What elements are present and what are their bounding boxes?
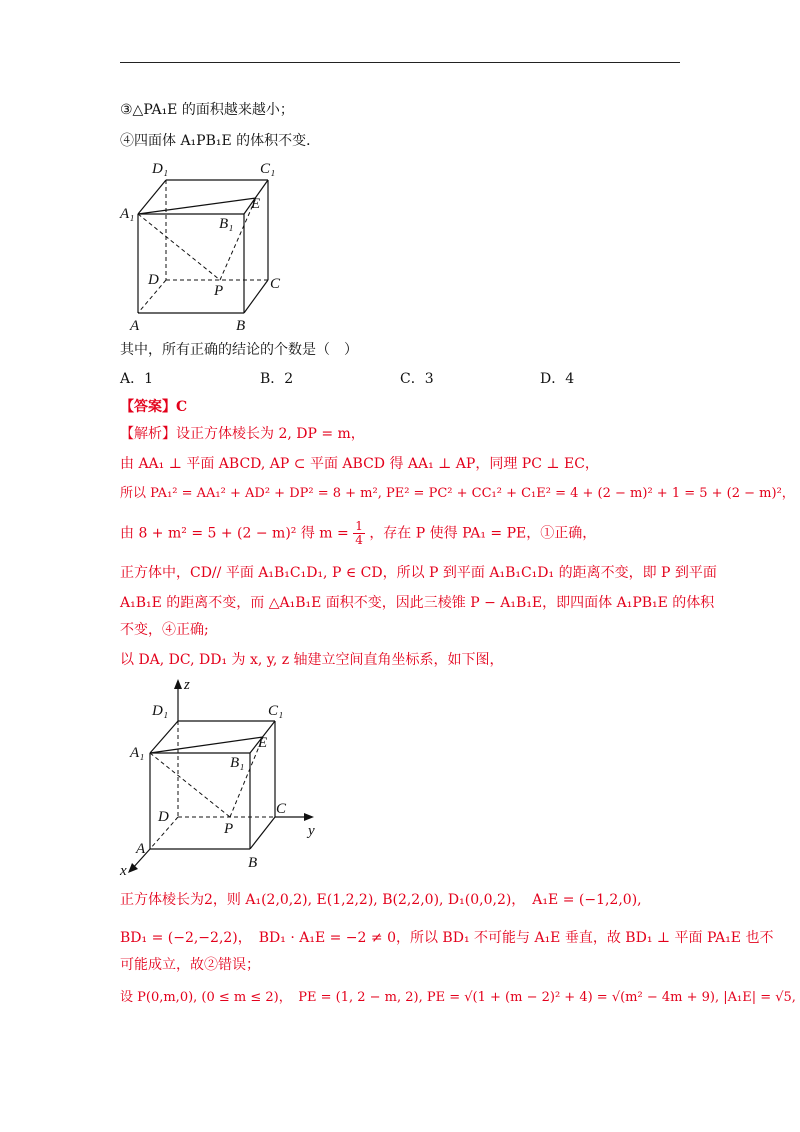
analysis-line-8: 以 DA, DC, DD₁ 为 x, y, z 轴建立空间直角坐标系，如下图， [120, 652, 504, 668]
question-text: 其中，所有正确的结论的个数是（ ） [120, 342, 358, 358]
fig1-label-A1: A₁ [120, 206, 135, 222]
fraction-denominator: 4 [355, 533, 363, 547]
analysis-line-4 [120, 520, 596, 547]
fig2-label-A1: A₁ [130, 745, 145, 761]
statement-4: ④四面体 A₁PB₁E 的体积不变． [120, 133, 321, 149]
fig1-label-A: A [130, 318, 140, 334]
fraction-one-quarter [353, 520, 365, 547]
fig2-label-y: y [308, 823, 315, 839]
fig1-label-E: E [251, 196, 261, 212]
fig2-label-x: x [120, 863, 127, 879]
fig2-label-D1: D₁ [152, 703, 169, 719]
fig2-label-C: C [276, 801, 287, 817]
header-rule [120, 62, 680, 63]
fig1-label-C: C [270, 276, 281, 292]
fig2-label-B: B [248, 855, 258, 871]
fig2-label-z: z [184, 677, 190, 693]
fig1-label-B1: B₁ [219, 216, 234, 232]
option-b: B．2 [260, 371, 294, 387]
fig1-label-B: B [236, 318, 246, 334]
analysis-line-2: 由 AA₁ ⊥ 平面 ABCD, AP ⊂ 平面 ABCD 得 AA₁ ⊥ AP，同理 PC ⊥ EC， [120, 456, 599, 472]
cube-figure-2 [120, 675, 330, 885]
y-axis-arrow-icon [304, 813, 314, 821]
analysis-line-12: 设 P(0,m,0), (0 ≤ m ≤ 2)， PE = (1, 2 − m, 2), PE = √(1 + (m − 2)² + 4) = √(m² − 4m + 9), |A₁E| = √5, [120, 990, 796, 1005]
fig2-label-B1: B₁ [230, 755, 245, 771]
fraction-numerator: 1 [355, 519, 363, 533]
analysis-line-7: 不变，④正确; [120, 622, 209, 638]
option-c: C．3 [400, 371, 434, 387]
analysis-line-4b: ，存在 P 使得 PA₁ = PE，①正确， [369, 525, 597, 542]
cube-figure-1 [120, 158, 290, 338]
fig1-label-D: D [148, 272, 159, 288]
fig1-label-C1: C₁ [260, 161, 276, 177]
analysis-line-4a: 由 8 + m² = 5 + (2 − m)² 得 m = [120, 525, 349, 542]
statement-3: ③△PA₁E 的面积越来越小； [120, 102, 294, 118]
option-a: A．1 [120, 371, 154, 387]
analysis-line-6: A₁B₁E 的距离不变，而 △A₁B₁E 面积不变，因此三棱锥 P − A₁B₁E，即四面体 A₁PB₁E 的体积 [120, 595, 715, 611]
fig2-label-C1: C₁ [268, 703, 284, 719]
fig2-label-A: A [136, 841, 146, 857]
analysis-line-3: 所以 PA₁² = AA₁² + AD² + DP² = 8 + m², PE² = PC² + CC₁² + C₁E² = 4 + (2 − m)² + 1 = 5 + (2 − m)²， [120, 486, 795, 501]
analysis-line-9: 正方体棱长为2，则 A₁(2,0,2), E(1,2,2), B(2,2,0), D₁(0,0,2)， A₁E = (−1,2,0), [120, 892, 642, 908]
fig1-label-P: P [214, 283, 224, 299]
fig1-label-D1: D₁ [152, 161, 169, 177]
z-axis-arrow-icon [174, 679, 182, 689]
analysis-line-11: 可能成立，故②错误； [120, 957, 260, 973]
answer-label: 【答案】C [120, 399, 188, 415]
analysis-line-5: 正方体中，CD// 平面 A₁B₁C₁D₁, P ∈ CD，所以 P 到平面 A₁B₁C₁D₁ 的距离不变，即 P 到平面 [120, 565, 717, 581]
fig2-label-P: P [224, 821, 234, 837]
option-d: D．4 [540, 371, 575, 387]
fig2-label-D: D [158, 809, 169, 825]
fig2-label-E: E [258, 735, 268, 751]
analysis-line-1: 【解析】设正方体棱长为 2, DP = m， [120, 426, 365, 442]
analysis-line-10: BD₁ = (−2,−2,2)， BD₁ · A₁E = −2 ≠ 0，所以 BD₁ 不可能与 A₁E 垂直，故 BD₁ ⊥ 平面 PA₁E 也不 [120, 930, 774, 946]
